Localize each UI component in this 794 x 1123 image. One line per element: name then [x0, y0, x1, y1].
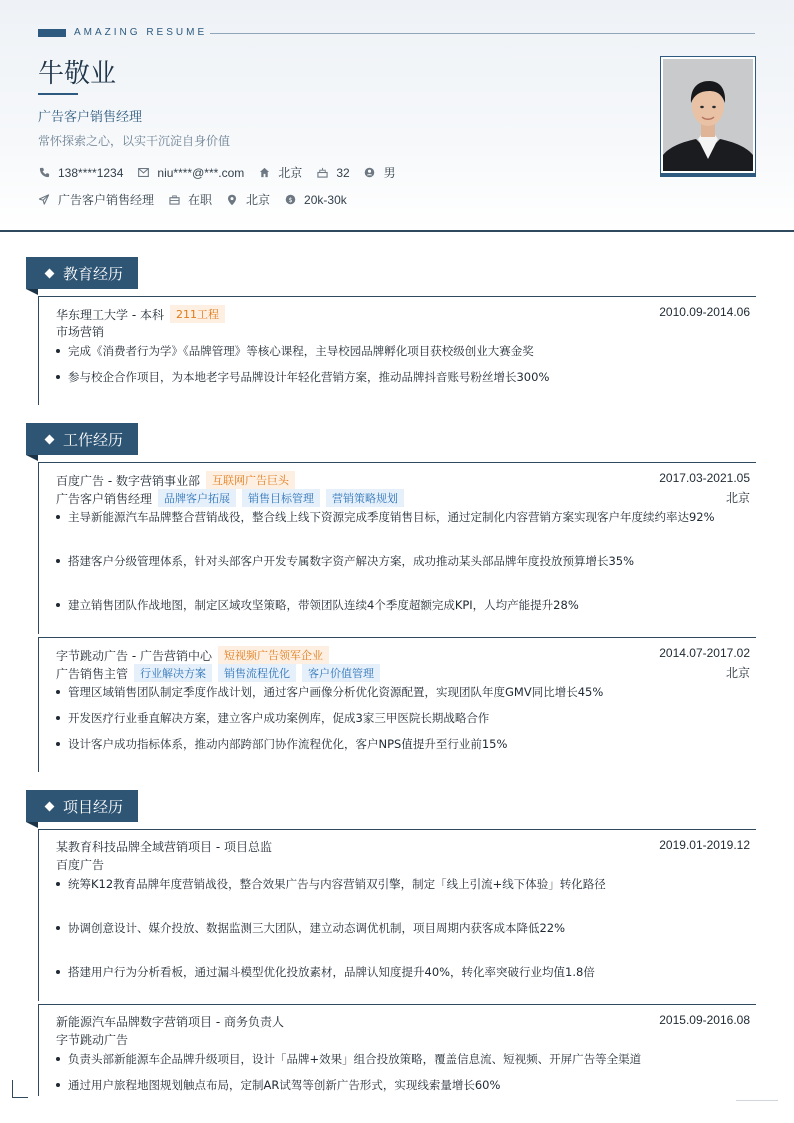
project-entry	[38, 1004, 756, 1096]
bullet-item: 通过用户旅程地图规划触点布局，定制AR试驾等创新广告形式，实现线索量增长60%	[56, 1077, 746, 1093]
page-footer-line	[736, 1100, 778, 1101]
info-salary	[284, 193, 347, 207]
phone-value: 138****1234	[58, 165, 124, 180]
bullet-item: 搭建客户分级管理体系，针对头部客户开发专属数字资产解决方案，成功推动某头部品牌年度投放预算增长35%	[56, 553, 746, 569]
target-job-value: 广告客户销售经理	[58, 193, 155, 207]
section-title: 教育经历	[63, 264, 124, 283]
school-tag: 211工程	[170, 305, 225, 323]
intent-row	[38, 191, 361, 208]
salary-value: 20k-30k	[304, 192, 347, 207]
company-tag: 互联网广告巨头	[206, 471, 295, 489]
gender-value: 男	[383, 166, 396, 180]
email-value: niu****@***.com	[157, 165, 245, 180]
work-entry	[38, 462, 756, 634]
entry-date: 2017.03-2021.05	[659, 471, 750, 485]
role-line	[56, 664, 380, 682]
profile-photo	[663, 59, 753, 171]
skill-tag: 营销策略规划	[326, 489, 404, 507]
entry-heading	[56, 305, 225, 323]
section-title: 项目经历	[63, 797, 124, 816]
role-name: 广告客户销售经理	[56, 491, 153, 506]
project-org: 字节跳动广告	[56, 1033, 129, 1047]
entry-location: 北京	[725, 666, 750, 680]
name-underline	[38, 93, 78, 95]
candidate-name: 牛敬业	[38, 59, 117, 89]
home-icon	[258, 167, 270, 179]
entry-heading	[56, 471, 295, 489]
role-line	[56, 489, 404, 507]
contact-row	[38, 164, 410, 181]
company-tag: 短视频广告领军企业	[218, 646, 329, 664]
info-gender	[364, 164, 396, 181]
phone-icon	[38, 167, 50, 179]
bullet-item: 搭建用户行为分析看板，通过漏斗模型优化投放素材，品牌认知度提升40%，转化率突破行业均值1.8倍	[56, 964, 746, 980]
entry-date: 2019.01-2019.12	[659, 838, 750, 852]
info-home	[258, 164, 302, 181]
age-value: 32	[336, 165, 350, 180]
bullet-item: 开发医疗行业垂直解决方案，建立客户成功案例库，促成3家三甲医院长期战略合作	[56, 710, 746, 726]
brand-bar	[38, 29, 66, 37]
company-name: 字节跳动广告 - 广告营销中心	[56, 648, 212, 663]
project-title: 某教育科技品牌全域营销项目 - 项目总监	[56, 840, 272, 854]
info-target-job	[38, 191, 154, 208]
info-target-city	[226, 191, 270, 208]
info-age	[316, 166, 349, 180]
bullet-item: 完成《消费者行为学》《品牌管理》等核心课程，主导校园品牌孵化项目获校级创业大赛金奖	[56, 343, 746, 359]
work-entry	[38, 637, 756, 772]
project-org: 百度广告	[56, 858, 105, 872]
project-title: 新能源汽车品牌数字营销项目 - 商务负责人	[56, 1015, 284, 1029]
project-entry	[38, 829, 756, 1001]
status-value: 在职	[188, 193, 213, 207]
skill-tag: 销售流程优化	[218, 664, 296, 682]
resume-header	[0, 0, 794, 232]
diamond-icon	[45, 434, 55, 444]
diamond-icon	[45, 801, 55, 811]
photo-frame	[660, 56, 756, 174]
svg-text:$: $	[288, 195, 293, 204]
entry-date: 2015.09-2016.08	[659, 1013, 750, 1027]
entry-date: 2010.09-2014.06	[659, 305, 750, 319]
diamond-icon	[45, 268, 55, 278]
send-icon	[38, 194, 50, 206]
brand-divider	[210, 33, 755, 34]
cake-icon	[316, 167, 328, 179]
section-projects-header	[26, 790, 138, 822]
bullet-item: 参与校企合作项目，为本地老字号品牌设计年轻化营销方案，推动品牌抖音账号粉丝增长300%	[56, 369, 746, 385]
info-phone	[38, 166, 123, 180]
briefcase-icon	[168, 194, 180, 206]
role-name: 广告销售主管	[56, 666, 129, 681]
bullet-item: 协调创意设计、媒介投放、数据监测三大团队，建立动态调优机制，项目周期内获客成本降低22%	[56, 920, 746, 936]
bullet-item: 设计客户成功指标体系，推动内部跨部门协作流程优化，客户NPS值提升至行业前15%	[56, 736, 746, 752]
motto: 常怀探索之心，以实干沉淀自身价值	[38, 134, 231, 148]
skill-tag: 客户价值管理	[302, 664, 380, 682]
mail-icon	[137, 167, 149, 179]
section-title: 工作经历	[63, 430, 124, 449]
money-icon	[284, 194, 296, 206]
home-value: 北京	[278, 166, 303, 180]
brand-text: AMAZING RESUME	[74, 27, 208, 38]
education-entry	[38, 296, 756, 405]
location-pin-icon	[226, 194, 238, 206]
company-name: 百度广告 - 数字营销事业部	[56, 473, 200, 488]
bullet-item: 主导新能源汽车品牌整合营销战役，整合线上线下资源完成季度销售目标，通过定制化内容营销方案实现客户年度续约率达92%	[56, 509, 746, 525]
skill-tag: 行业解决方案	[134, 664, 212, 682]
user-circle-icon	[364, 167, 376, 179]
skill-tag: 销售目标管理	[242, 489, 320, 507]
info-status	[168, 191, 212, 208]
page-corner-decoration	[12, 1080, 28, 1098]
job-title: 广告客户销售经理	[38, 110, 143, 125]
bullet-item: 统筹K12教育品牌年度营销战役，整合效果广告与内容营销双引擎，制定「线上引流+线下体验」转化路径	[56, 876, 746, 892]
entry-heading	[56, 646, 329, 664]
skill-tag: 品牌客户拓展	[158, 489, 236, 507]
target-city-value: 北京	[246, 193, 271, 207]
entry-date: 2014.07-2017.02	[659, 646, 750, 660]
bullet-item: 建立销售团队作战地图，制定区域攻坚策略，带领团队连续4个季度超额完成KPI，人均产能提升28%	[56, 597, 746, 613]
section-work-header	[26, 423, 138, 455]
section-education-header	[26, 257, 138, 289]
entry-location: 北京	[725, 491, 750, 505]
bullet-item: 管理区域销售团队制定季度作战计划，通过客户画像分析优化资源配置，实现团队年度GMV同比增长45%	[56, 684, 746, 700]
bullet-item: 负责头部新能源车企品牌升级项目，设计「品牌+效果」组合投放策略，覆盖信息流、短视频、开屏广告等全渠道	[56, 1051, 746, 1067]
info-email	[137, 166, 244, 180]
major: 市场营销	[56, 325, 105, 339]
school-name: 华东理工大学 - 本科	[56, 307, 164, 322]
